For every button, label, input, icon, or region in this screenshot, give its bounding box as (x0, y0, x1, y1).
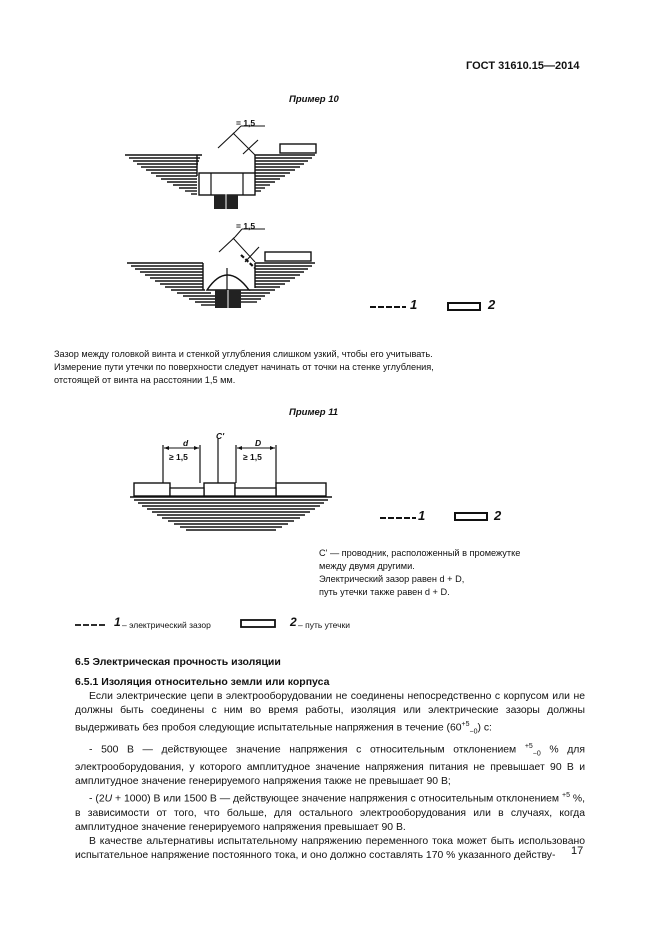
tolerance-sup: +5 (524, 742, 533, 750)
bullet-text: + 1000) В или 1500 В — действующее значение напряжения с относительным отклонением (112, 793, 560, 805)
example-10-dim-bottom: = 1,5 (236, 221, 256, 231)
caption-line: путь утечки также равен d + D. (319, 587, 450, 597)
legend-num-2: 2 (290, 615, 297, 629)
bullet-text: %, в зависимости от того, что больше, для остального электрооборудования или в случаях, когда амплитудное значение генерируемого напряжения превышает 90 В. (75, 793, 586, 833)
example-10-legend-rect (447, 302, 483, 312)
caption-line: Зазор между головкой винта и стенкой углубления слишком узкий, чтобы его учитывать. (54, 349, 433, 359)
example-10-title: Пример 10 (289, 94, 339, 105)
legend-line-symbol (75, 621, 109, 629)
example-11-label-D: D (255, 438, 262, 448)
caption-line: Измерение пути утечки по поверхности следует начинать от точки на стенке углубления, (54, 362, 434, 372)
paragraph (75, 690, 585, 740)
example-10-legend-2: 2 (488, 297, 496, 312)
document-header: ГОСТ 31610.15—2014 (466, 60, 580, 72)
bullet-text: - (2 (89, 793, 105, 805)
example-11-caption (319, 547, 599, 599)
section-6-5-1-body (75, 690, 585, 863)
caption-line: между двумя другими. (319, 561, 415, 571)
bullet-text: - 500 В — действующее значение напряжения с относительным отклонением (89, 744, 517, 756)
legend-text-2: – путь утечки (298, 620, 351, 630)
legend-num-1: 1 (114, 615, 121, 629)
example-10-legend-line (370, 303, 410, 311)
section-6-5-title: 6.5 Электрическая прочность изоляции (75, 656, 281, 668)
section-6-5-1-title: 6.5.1 Изоляция относительно земли или корпуса (75, 676, 330, 688)
example-11-figure (120, 425, 345, 555)
example-10-legend-1: 1 (410, 297, 418, 312)
example-11-dim-left: ≥ 1,5 (169, 452, 188, 462)
paragraph-text: ) с: (477, 722, 492, 734)
paragraph: В качестве альтернативы испытательному напряжению переменного тока может быть использовано испытательное напряжение постоянного тока, и оно должно составлять 170 % указанного действу- (75, 835, 585, 861)
example-10-figure (115, 110, 345, 330)
example-11-legend-1: 1 (418, 508, 426, 523)
legend-text-1: – электрический зазор (122, 620, 211, 630)
example-11-legend-2: 2 (494, 508, 502, 523)
caption-line: C' — проводник, расположенный в промежутке (319, 548, 521, 558)
tolerance-sup: +5 (561, 792, 570, 800)
tolerance-sup: +5 (461, 721, 470, 728)
example-10-caption (54, 348, 514, 387)
legend-rect-symbol (240, 619, 280, 629)
example-11-legend-rect (454, 512, 490, 522)
example-11-label-c: C' (216, 431, 225, 441)
example-11-legend-line (380, 514, 420, 522)
example-10-dim-top: = 1,5 (236, 118, 256, 128)
bullet-item (75, 740, 585, 790)
paragraph-text: Если электрические цепи в электрооборудовании не соединены непосредственно с корпусом или не должны быть соединены с ним во время работы, изоляция или электрические зазоры должны выдерживать без пробоя следующие испытательные напряжения в течение (60 (75, 691, 585, 734)
bullet-item (75, 789, 585, 834)
caption-line: Электрический зазор равен d + D, (319, 574, 465, 584)
example-11-title: Пример 11 (289, 407, 339, 418)
variable-u: U (104, 793, 113, 805)
bullet-text: % для электрооборудования, у которого амплитудное значение напряжения питания не превышает 90 В и амплитудное значение генерируемого напряжения также не превышает 90 В; (75, 744, 585, 788)
example-11-label-d: d (183, 438, 189, 448)
tolerance-sub: −0 (532, 750, 541, 758)
tolerance-sub: −0 (469, 728, 478, 736)
caption-line: отстоящей от винта на расстоянии 1,5 мм. (54, 375, 236, 385)
page-number: 17 (571, 845, 584, 857)
example-11-dim-right: ≥ 1,5 (243, 452, 262, 462)
